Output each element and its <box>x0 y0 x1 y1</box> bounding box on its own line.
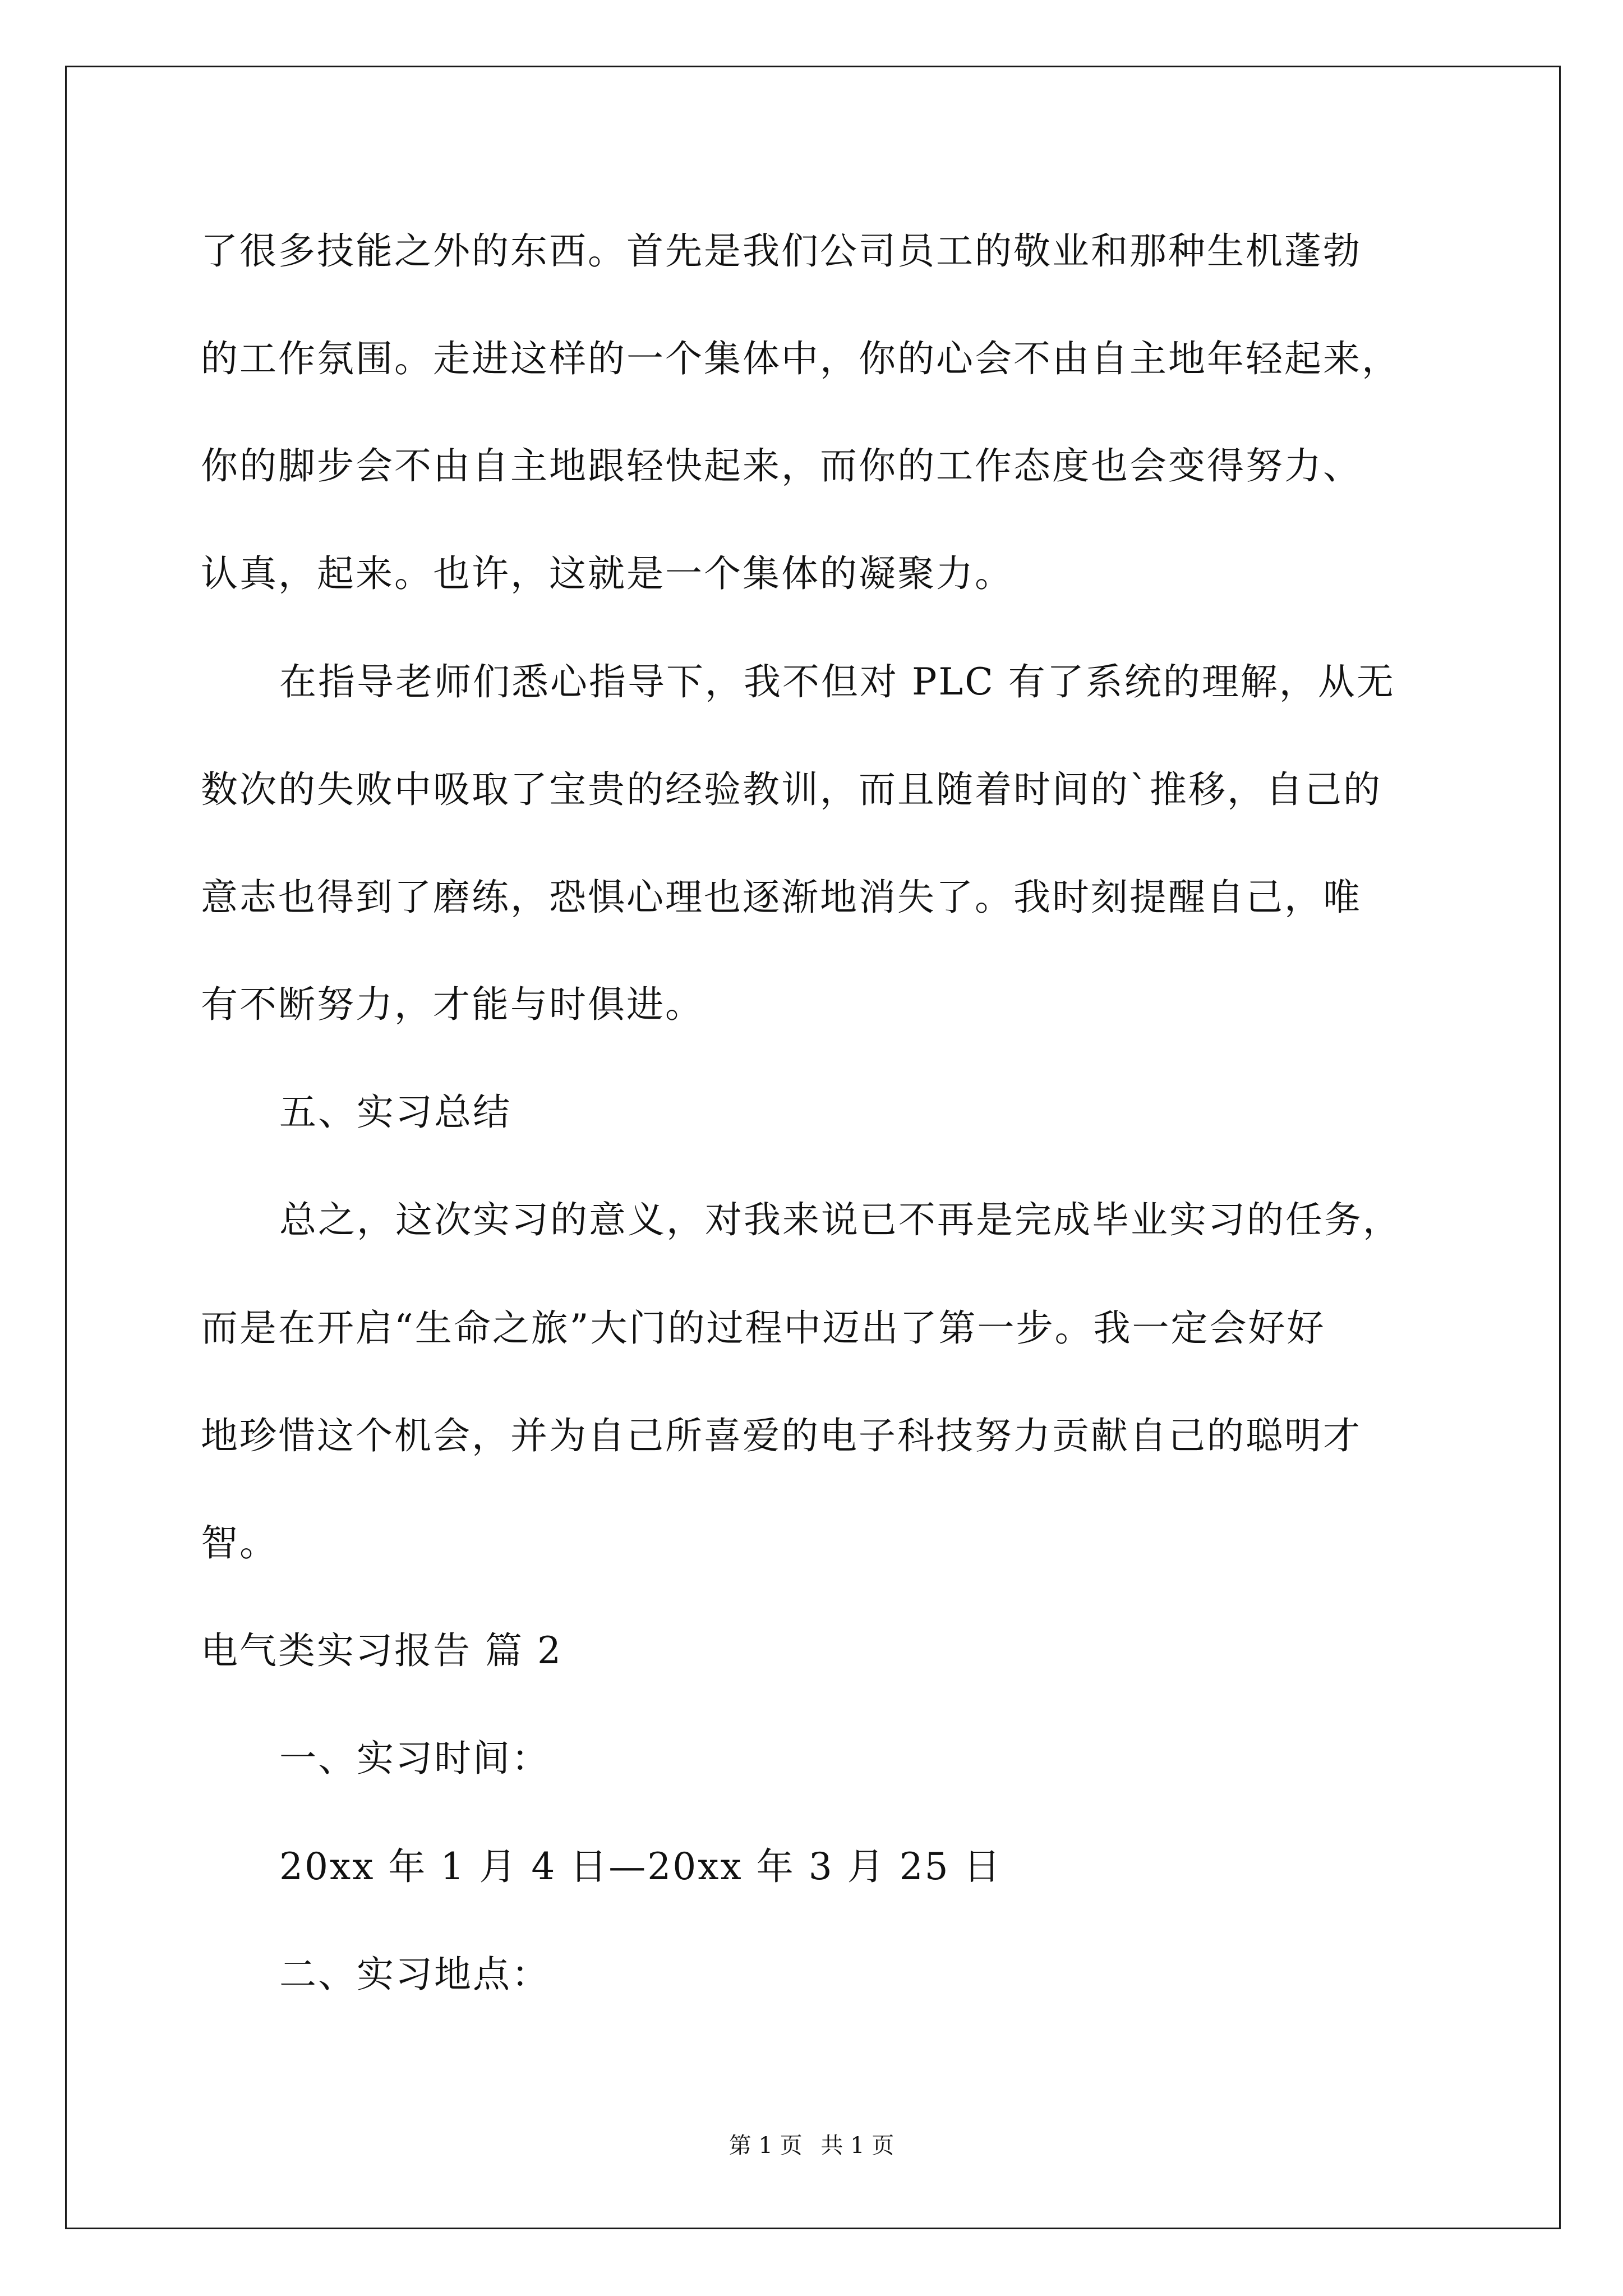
text-line: 的工作氛围。走进这样的一个集体中，你的心会不由自主地年轻起来， <box>201 337 1400 380</box>
text-line: 认真，起来。也许，这就是一个集体的凝聚力。 <box>201 552 1013 595</box>
text-line: 智。 <box>201 1521 278 1565</box>
text-line: 而是在开启“生命之旅”大门的过程中迈出了第一步。我一定会好好 <box>201 1306 1326 1350</box>
page-border <box>65 66 1561 2229</box>
section-heading: 一、实习时间： <box>279 1737 550 1780</box>
text-line: 意志也得到了磨练，恐惧心理也逐渐地消失了。我时刻提醒自己，唯 <box>201 876 1362 919</box>
text-line: 数次的失败中吸取了宝贵的经验教训，而且随着时间的`推移，自己的 <box>201 768 1382 811</box>
text-line: 了很多技能之外的东西。首先是我们公司员工的敬业和那种生机蓬勃 <box>201 229 1362 273</box>
section-heading: 五、实习总结 <box>279 1091 511 1134</box>
date-range: 20xx 年 1 月 4 日—20xx 年 3 月 25 日 <box>279 1845 1002 1888</box>
section-heading: 二、实习地点： <box>279 1953 550 1996</box>
paragraph-start-line: 在指导老师们悉心指导下，我不但对 PLC 有了系统的理解，从无 <box>279 660 1395 703</box>
paragraph-start-line: 总之，这次实习的意义，对我来说已不再是完成毕业实习的任务， <box>279 1198 1401 1241</box>
page-number: 第 1 页 <box>728 2133 803 2159</box>
report-title: 电气类实习报告 篇 2 <box>201 1629 562 1672</box>
text-line: 你的脚步会不由自主地跟轻快起来，而你的工作态度也会变得努力、 <box>201 444 1362 487</box>
text-line: 地珍惜这个机会，并为自己所喜爱的电子科技努力贡献自己的聪明才 <box>201 1414 1362 1457</box>
text-line: 有不断努力，才能与时俱进。 <box>201 983 704 1026</box>
page-total: 共 1 页 <box>820 2133 895 2159</box>
page-footer <box>0 2132 1623 2160</box>
